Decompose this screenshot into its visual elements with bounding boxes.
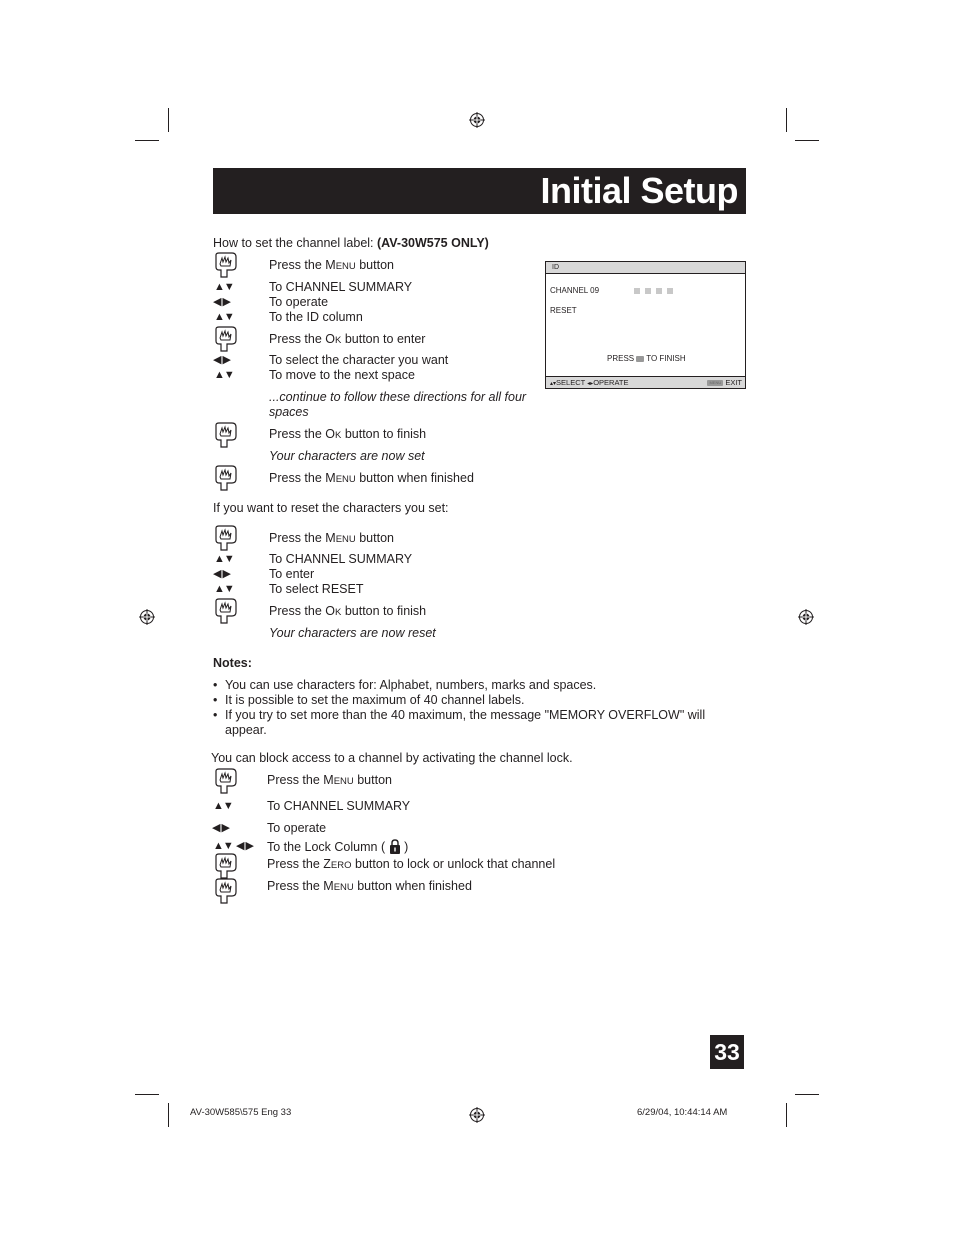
registration-mark-icon [139,609,155,625]
step-press-menu [267,773,392,789]
osd-press-finish [607,354,686,364]
step-press-menu [269,531,394,547]
step-result-set: Your characters are now set [269,449,425,463]
hand-press-icon [213,768,239,794]
step-operate: To operate [269,295,329,309]
osd-text: SELECT [556,378,586,387]
crop-mark [168,108,169,132]
operate-arrow-icon: ◂▸ [587,381,594,387]
step-text: ENU [335,474,356,485]
step-press-ok-finish [269,604,426,620]
step-text: button [355,531,394,545]
step-text: Press the M [267,879,334,893]
step-text: button [353,773,392,787]
registration-mark-icon [798,609,814,625]
step-text: Press the O [269,604,335,618]
step-text: Press the M [269,258,336,272]
osd-exit-group [707,377,742,388]
hand-press-icon [213,465,239,491]
step-text: button to finish [341,604,427,618]
up-down-arrow-icon: ▲▼ [214,553,234,565]
title-bar [213,168,746,214]
step-text: button to lock or unlock that channel [351,857,556,871]
step-operate: To operate [267,821,327,835]
osd-text: TO FINISH [646,354,686,363]
crop-mark [795,140,819,141]
step-select-reset: To select RESET [269,582,364,596]
page-number: 33 [710,1035,744,1069]
up-down-arrow-icon: ▲▼ [213,840,233,852]
osd-channel-label: CHANNEL 09 [550,286,600,295]
step-text: button to enter [341,332,426,346]
left-right-arrow-icon: ◀ ▶ [213,568,230,580]
note-item-cont: appear. [225,723,267,737]
footer-file-label: AV-30W585\575 Eng 33 [190,1107,292,1118]
page-title: Initial Setup [540,170,738,211]
note-item: It is possible to set the maximum of 40 channel labels. [225,693,525,707]
step-next-space: To move to the next space [269,368,415,382]
step-text: ENU [335,534,356,545]
step-text: Press the Z [267,857,331,871]
crop-mark [168,1103,169,1127]
step-press-zero [267,857,555,873]
osd-char-slot [634,288,640,294]
hand-press-icon [213,525,239,551]
section3-intro: You can block access to a channel by activating the channel lock. [211,751,573,765]
step-press-ok-enter [269,332,425,348]
step-text: ENU [333,882,354,893]
footer-timestamp: 6/29/04, 10:44:14 AM [637,1107,728,1118]
step-text: ENU [333,776,354,787]
note-item: If you try to set more than the 40 maximum, the message "MEMORY OVERFLOW" will [225,708,706,722]
step-channel-summary: To CHANNEL SUMMARY [269,280,413,294]
note-item: You can use characters for: Alphabet, numbers, marks and spaces. [225,678,597,692]
step-press-ok-finish [269,427,426,443]
step-text: Press the M [269,531,336,545]
crop-mark [795,1094,819,1095]
osd-reset-label: RESET [550,306,577,315]
up-down-arrow-icon: ▲▼ [214,369,234,381]
step-channel-summary: To CHANNEL SUMMARY [267,799,411,813]
section2-intro: If you want to reset the characters you set: [213,501,449,515]
hand-press-icon [213,598,239,624]
hand-press-icon [213,252,239,278]
model-label: (AV-30W575 ONLY) [377,236,489,250]
note-bullet: • [213,678,218,692]
section1-intro [213,236,489,251]
note-bullet: • [213,708,218,722]
step-enter: To enter [269,567,315,581]
step-text: button to finish [341,427,427,441]
step-text: button when finished [353,879,472,893]
step-channel-summary: To CHANNEL SUMMARY [269,552,413,566]
osd-char-slot [645,288,651,294]
step-text: Press the M [267,773,334,787]
osd-char-slot [656,288,662,294]
step-text: ) [404,840,409,854]
registration-mark-icon [469,112,485,128]
up-down-arrow-icon: ▲▼ [214,311,234,323]
notes-heading: Notes: [213,656,252,670]
step-text: K [335,607,342,618]
step-press-menu-finished [267,879,472,895]
osd-status-bar [546,376,745,388]
step-text: K [335,430,342,441]
step-press-menu-finished [269,471,474,487]
up-down-arrow-icon: ▲▼ [213,800,233,812]
note-bullet: • [213,693,218,707]
step-text: ENU [335,261,356,272]
osd-title: ID [552,264,559,271]
crop-mark [786,108,787,132]
left-right-arrow-icon: ◀ ▶ [236,840,253,852]
osd-text: PRESS [607,354,635,363]
step-text: button when finished [355,471,474,485]
crop-mark [135,140,159,141]
select-arrow-icon: ▴▾ [550,381,557,387]
left-right-arrow-icon: ◀ ▶ [213,354,230,366]
registration-mark-icon [469,1107,485,1123]
step-text: K [335,335,342,346]
osd-text: OPERATE [593,378,629,387]
step-text: button [355,258,394,272]
up-down-arrow-icon: ▲▼ [214,281,234,293]
ok-key-icon: OK [637,355,644,361]
hand-press-icon [213,878,239,904]
lock-icon [389,839,401,854]
step-text: Press the M [269,471,336,485]
step-text: Press the O [269,332,335,346]
step-select-character: To select the character you want [269,353,449,367]
step-result-reset: Your characters are now reset [269,626,436,640]
hand-press-icon [213,853,239,879]
up-down-arrow-icon: ▲▼ [214,583,234,595]
step-text: To the Lock Column ( [267,840,386,854]
menu-key-icon: MENU [709,380,722,386]
step-id-column: To the ID column [269,310,363,324]
step-continue-note: ...continue to follow these directions for all four [269,390,527,404]
osd-title-bar [546,262,745,274]
step-text: ERO [330,860,352,871]
hand-press-icon [213,422,239,448]
hand-press-icon [213,326,239,352]
step-text: Press the O [269,427,335,441]
step-continue-note: spaces [269,405,309,419]
intro-text: How to set the channel label: [213,236,377,250]
osd-char-slot [667,288,673,294]
crop-mark [135,1094,159,1095]
osd-screen [545,261,746,389]
step-press-menu [269,258,394,274]
left-right-arrow-icon: ◀ ▶ [212,822,229,834]
step-lock-column [267,839,408,855]
osd-text: EXIT [725,378,742,387]
crop-mark [786,1103,787,1127]
left-right-arrow-icon: ◀ ▶ [213,296,230,308]
